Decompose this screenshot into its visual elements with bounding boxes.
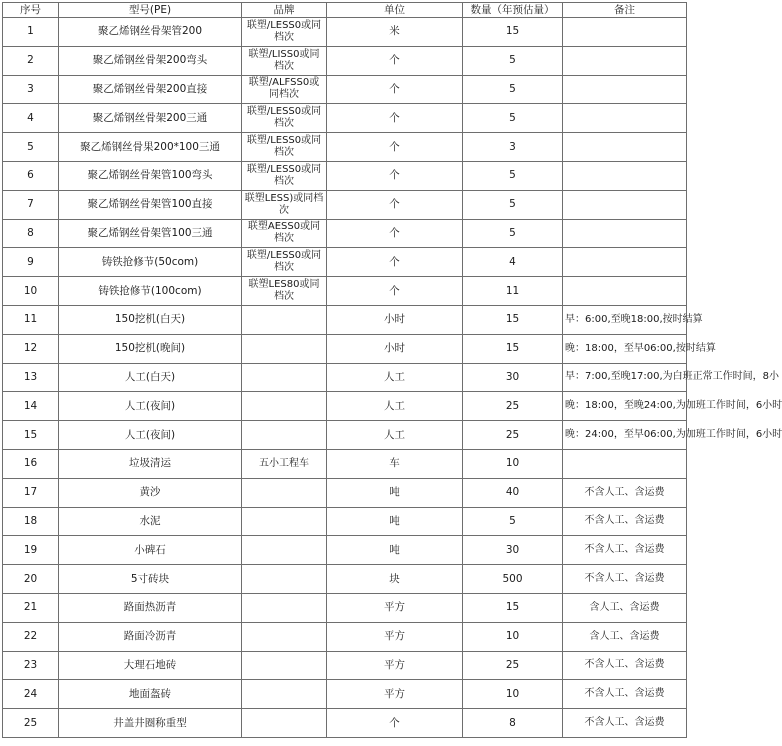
cell-qty: 4 <box>463 248 563 277</box>
cell-note <box>563 75 687 104</box>
cell-brand <box>242 593 327 622</box>
cell-unit: 米 <box>327 18 463 47</box>
cell-brand <box>242 507 327 536</box>
cell-model: 垃圾清运 <box>59 449 242 478</box>
cell-model: 聚乙烯钢丝骨架管100直接 <box>59 190 242 219</box>
cell-model: 聚乙烯钢丝骨架管200 <box>59 18 242 47</box>
cell-note <box>563 161 687 190</box>
cell-no: 5 <box>3 133 59 162</box>
cell-brand <box>242 392 327 421</box>
cell-note <box>563 248 687 277</box>
cell-no: 17 <box>3 478 59 507</box>
cell-brand: 五小工程车 <box>242 449 327 478</box>
cell-brand: 联塑AESS0或同档次 <box>242 219 327 248</box>
cell-unit: 个 <box>327 277 463 306</box>
cell-unit: 个 <box>327 709 463 738</box>
cell-brand: 联塑/LISS0或同档次 <box>242 46 327 75</box>
header-unit: 单位 <box>327 3 463 18</box>
cell-qty: 5 <box>463 219 563 248</box>
cell-qty: 30 <box>463 363 563 392</box>
cell-brand: 联塑LES80或同档次 <box>242 277 327 306</box>
cell-brand <box>242 709 327 738</box>
cell-qty: 11 <box>463 277 563 306</box>
cell-no: 2 <box>3 46 59 75</box>
cell-note: 晚：24:00，至早06:00,为加班工作时间，6小时 <box>563 421 687 450</box>
table-row <box>3 593 687 622</box>
cell-no: 11 <box>3 305 59 334</box>
cell-unit: 平方 <box>327 651 463 680</box>
cell-qty: 3 <box>463 133 563 162</box>
cell-model: 聚乙烯钢丝骨架200直接 <box>59 75 242 104</box>
cell-brand <box>242 478 327 507</box>
cell-no: 21 <box>3 593 59 622</box>
cell-note: 含人工、含运费 <box>563 622 687 651</box>
cell-unit: 平方 <box>327 680 463 709</box>
table-row <box>3 421 687 450</box>
cell-no: 8 <box>3 219 59 248</box>
cell-brand: 联塑/LESS0或同档次 <box>242 248 327 277</box>
cell-note <box>563 190 687 219</box>
cell-note: 不含人工、含运费 <box>563 507 687 536</box>
cell-qty: 25 <box>463 421 563 450</box>
cell-no: 1 <box>3 18 59 47</box>
cell-unit: 个 <box>327 104 463 133</box>
cell-model: 聚乙烯钢丝骨架200三通 <box>59 104 242 133</box>
cell-unit: 人工 <box>327 421 463 450</box>
table-row <box>3 565 687 594</box>
cell-unit: 小时 <box>327 334 463 363</box>
cell-brand <box>242 536 327 565</box>
cell-unit: 个 <box>327 190 463 219</box>
cell-brand <box>242 622 327 651</box>
cell-unit: 个 <box>327 161 463 190</box>
cell-qty: 8 <box>463 709 563 738</box>
cell-no: 14 <box>3 392 59 421</box>
header-note: 备注 <box>563 3 687 18</box>
cell-no: 6 <box>3 161 59 190</box>
cell-no: 24 <box>3 680 59 709</box>
cell-no: 18 <box>3 507 59 536</box>
cell-note: 早：7:00,至晚17:00,为白班正常工作时间，8小 <box>563 363 687 392</box>
table-row <box>3 709 687 738</box>
cell-brand <box>242 363 327 392</box>
cell-no: 22 <box>3 622 59 651</box>
table-row <box>3 46 687 75</box>
cell-qty: 500 <box>463 565 563 594</box>
cell-unit: 平方 <box>327 593 463 622</box>
cell-unit: 吨 <box>327 478 463 507</box>
cell-model: 150挖机(晚间) <box>59 334 242 363</box>
cell-model: 铸铁抢修节(100com) <box>59 277 242 306</box>
cell-brand <box>242 305 327 334</box>
cell-qty: 25 <box>463 392 563 421</box>
cell-note <box>563 133 687 162</box>
cell-qty: 30 <box>463 536 563 565</box>
cell-model: 人工(夜间) <box>59 392 242 421</box>
table-row <box>3 277 687 306</box>
cell-no: 15 <box>3 421 59 450</box>
table-row <box>3 449 687 478</box>
cell-no: 19 <box>3 536 59 565</box>
cell-qty: 10 <box>463 449 563 478</box>
table-row <box>3 104 687 133</box>
cell-model: 人工(白天) <box>59 363 242 392</box>
cell-unit: 车 <box>327 449 463 478</box>
table-row <box>3 334 687 363</box>
cell-note: 不含人工、含运费 <box>563 536 687 565</box>
cell-unit: 小时 <box>327 305 463 334</box>
cell-note: 不含人工、含运费 <box>563 680 687 709</box>
cell-brand <box>242 651 327 680</box>
cell-model: 5寸砖块 <box>59 565 242 594</box>
cell-unit: 个 <box>327 248 463 277</box>
header-qty: 数量（年预估量） <box>463 3 563 18</box>
cell-brand <box>242 334 327 363</box>
cell-qty: 5 <box>463 190 563 219</box>
cell-note <box>563 18 687 47</box>
table-row <box>3 651 687 680</box>
cell-qty: 15 <box>463 18 563 47</box>
cell-model: 聚乙烯钢丝骨架200弯头 <box>59 46 242 75</box>
cell-note: 晚：18:00，至晚24:00,为加班工作时间，6小时 <box>563 392 687 421</box>
cell-brand <box>242 421 327 450</box>
table-row <box>3 219 687 248</box>
cell-qty: 5 <box>463 161 563 190</box>
cell-model: 小碑石 <box>59 536 242 565</box>
cell-no: 10 <box>3 277 59 306</box>
cell-model: 大理石地砖 <box>59 651 242 680</box>
table-row <box>3 680 687 709</box>
cell-model: 路面热沥青 <box>59 593 242 622</box>
cell-qty: 15 <box>463 305 563 334</box>
table-row <box>3 622 687 651</box>
cell-no: 25 <box>3 709 59 738</box>
cell-no: 16 <box>3 449 59 478</box>
table-row <box>3 536 687 565</box>
header-model: 型号(PE) <box>59 3 242 18</box>
cell-brand <box>242 565 327 594</box>
cell-no: 9 <box>3 248 59 277</box>
cell-note <box>563 219 687 248</box>
cell-note <box>563 449 687 478</box>
header-brand: 品牌 <box>242 3 327 18</box>
cell-no: 3 <box>3 75 59 104</box>
cell-unit: 个 <box>327 133 463 162</box>
table-row <box>3 392 687 421</box>
table-row <box>3 18 687 47</box>
cell-brand: 联塑/LESS0或同档次 <box>242 161 327 190</box>
cell-note: 不含人工、含运费 <box>563 478 687 507</box>
cell-note <box>563 46 687 75</box>
cell-no: 23 <box>3 651 59 680</box>
cell-qty: 15 <box>463 334 563 363</box>
cell-model: 路面冷沥青 <box>59 622 242 651</box>
cell-note: 早：6:00,至晚18:00,按时结算 <box>563 305 687 334</box>
table-header-row <box>3 3 687 18</box>
table-row <box>3 75 687 104</box>
table-row <box>3 161 687 190</box>
cell-no: 20 <box>3 565 59 594</box>
table-row <box>3 248 687 277</box>
cell-unit: 平方 <box>327 622 463 651</box>
header-no: 序号 <box>3 3 59 18</box>
cell-unit: 个 <box>327 75 463 104</box>
cell-qty: 10 <box>463 622 563 651</box>
cell-model: 井盖井圈称重型 <box>59 709 242 738</box>
cell-note: 晚：18:00，至早06:00,按时结算 <box>563 334 687 363</box>
cell-unit: 吨 <box>327 507 463 536</box>
cell-no: 12 <box>3 334 59 363</box>
cell-model: 聚乙烯钢丝骨果200*100三通 <box>59 133 242 162</box>
cell-qty: 5 <box>463 75 563 104</box>
cell-no: 7 <box>3 190 59 219</box>
cell-model: 铸铁抢修节(50com) <box>59 248 242 277</box>
materials-table <box>2 2 782 738</box>
cell-note: 不含人工、含运费 <box>563 565 687 594</box>
table-row <box>3 190 687 219</box>
cell-note: 含人工、含运费 <box>563 593 687 622</box>
cell-unit: 吨 <box>327 536 463 565</box>
cell-unit: 个 <box>327 46 463 75</box>
cell-model: 聚乙烯钢丝骨架管100三通 <box>59 219 242 248</box>
table-body <box>3 18 782 738</box>
table-row <box>3 305 687 334</box>
cell-no: 4 <box>3 104 59 133</box>
cell-model: 水泥 <box>59 507 242 536</box>
table-row <box>3 133 687 162</box>
cell-note <box>563 104 687 133</box>
cell-brand: 联塑LESS)或同档次 <box>242 190 327 219</box>
cell-brand: 联塑/LESS0或同档次 <box>242 133 327 162</box>
table-row <box>3 507 687 536</box>
cell-qty: 5 <box>463 46 563 75</box>
cell-unit: 块 <box>327 565 463 594</box>
table-row <box>3 478 687 507</box>
cell-note: 不含人工、含运费 <box>563 709 687 738</box>
cell-qty: 10 <box>463 680 563 709</box>
cell-qty: 40 <box>463 478 563 507</box>
cell-qty: 5 <box>463 104 563 133</box>
cell-model: 黄沙 <box>59 478 242 507</box>
cell-model: 人工(夜间) <box>59 421 242 450</box>
cell-unit: 个 <box>327 219 463 248</box>
cell-brand: 联塑/LESS0或同档次 <box>242 104 327 133</box>
cell-qty: 25 <box>463 651 563 680</box>
cell-unit: 人工 <box>327 363 463 392</box>
cell-brand: 联塑/ALFSS0或同档次 <box>242 75 327 104</box>
cell-model: 聚乙烯钢丝骨架管100弯头 <box>59 161 242 190</box>
cell-model: 150挖机(白天) <box>59 305 242 334</box>
cell-note: 不含人工、含运费 <box>563 651 687 680</box>
table-row <box>3 363 687 392</box>
cell-note <box>563 277 687 306</box>
cell-unit: 人工 <box>327 392 463 421</box>
cell-brand <box>242 680 327 709</box>
cell-no: 13 <box>3 363 59 392</box>
cell-brand: 联塑/LESS0或同档次 <box>242 18 327 47</box>
cell-qty: 5 <box>463 507 563 536</box>
cell-qty: 15 <box>463 593 563 622</box>
cell-model: 地面盔砖 <box>59 680 242 709</box>
